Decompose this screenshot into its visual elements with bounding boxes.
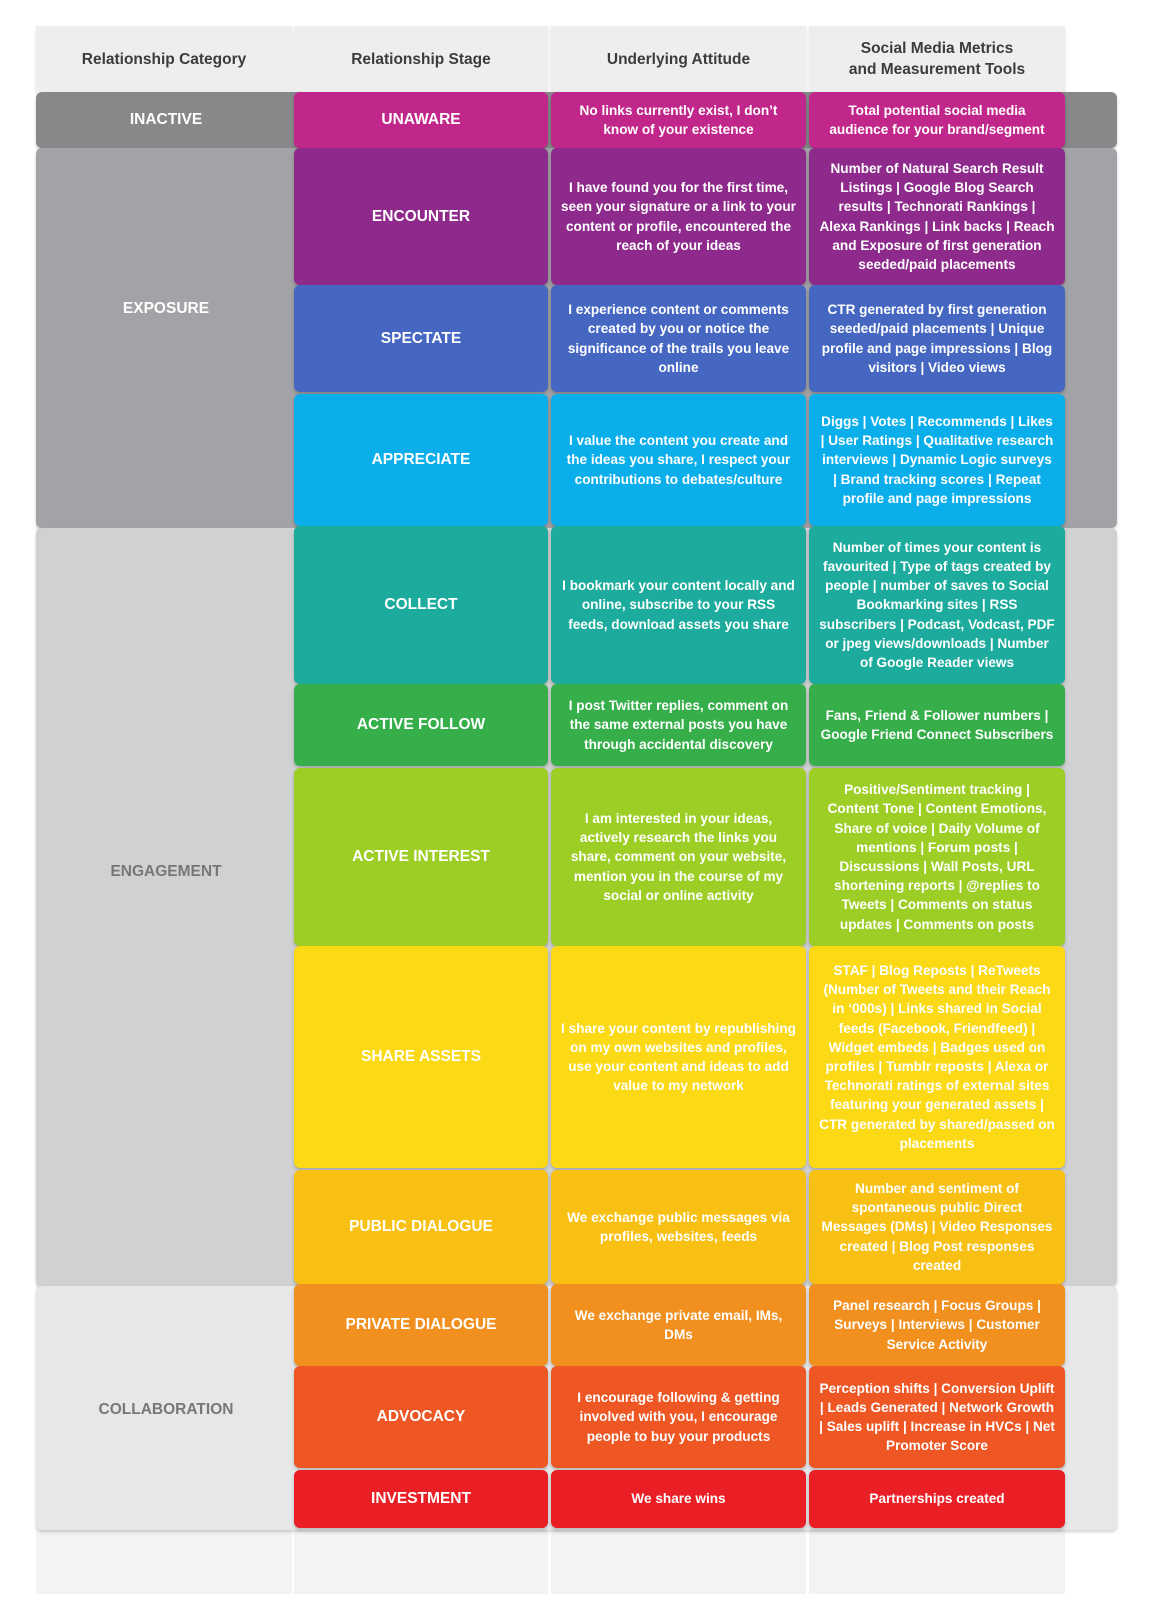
stage-cell: SHARE ASSETS bbox=[294, 946, 548, 1168]
stage-cell: INVESTMENT bbox=[294, 1470, 548, 1528]
attitude-cell: I am interested in your ideas, actively research the links you share, comment on your website, mention you in the course of my social or online activity bbox=[551, 768, 806, 946]
category-label-inactive: INACTIVE bbox=[129, 111, 203, 128]
attitude-cell: I post Twitter replies, comment on the same external posts you have through accidental discovery bbox=[551, 684, 806, 766]
stage-cell: PUBLIC DIALOGUE bbox=[294, 1170, 548, 1284]
metrics-cell: Fans, Friend & Follower numbers | Google Friend Connect Subscribers bbox=[809, 684, 1065, 766]
metrics-cell: Diggs | Votes | Recommends | Likes | User Ratings | Qualitative research interviews | Dynamic Logic surveys | Brand tracking scores | Repeat profile and page impressions bbox=[809, 394, 1065, 526]
metrics-cell: Number of times your content is favourited | Type of tags created by people | number of saves to Social Bookmarking sites | RSS subscribers | Podcast, Vodcast, PDF or jpeg views/downloads | Number of Google Reader views bbox=[809, 526, 1065, 684]
attitude-cell: No links currently exist, I don’t know of your existence bbox=[551, 92, 806, 148]
header-metrics-line1: Social Media Metrics bbox=[860, 40, 1014, 57]
stage-cell: APPRECIATE bbox=[294, 394, 548, 526]
attitude-cell: I value the content you create and the ideas you share, I respect your contributions to debates/culture bbox=[551, 394, 806, 526]
header-relationship-category: Relationship Category bbox=[36, 26, 292, 92]
stage-cell: UNAWARE bbox=[294, 92, 548, 148]
header-metrics-line2: and Measurement Tools bbox=[848, 61, 1026, 78]
header-relationship-stage: Relationship Stage bbox=[294, 26, 548, 92]
attitude-cell: I bookmark your content locally and online, subscribe to your RSS feeds, download assets you share bbox=[551, 526, 806, 684]
stage-cell: COLLECT bbox=[294, 526, 548, 684]
header-underlying-attitude: Underlying Attitude bbox=[551, 26, 806, 92]
attitude-cell: I experience content or comments created by you or notice the significance of the trails you leave online bbox=[551, 285, 806, 392]
stage-cell: ADVOCACY bbox=[294, 1366, 548, 1468]
stage-cell: ENCOUNTER bbox=[294, 148, 548, 285]
metrics-cell: CTR generated by first generation seeded/paid placements | Unique profile and page impressions | Blog visitors | Video views bbox=[809, 285, 1065, 392]
header-social-media-metrics bbox=[809, 26, 1065, 92]
metrics-cell: STAF | Blog Reposts | ReTweets (Number of Tweets and their Reach in ‘000s) | Links shared in Social feeds (Facebook, Friendfeed) | Widget embeds | Badges used on profiles | Tumblr reposts | Alexa or Technorati ratings of external sites featuring your generated assets | CTR generated by shared/passed on placements bbox=[809, 946, 1065, 1168]
metrics-cell: Number and sentiment of spontaneous public Direct Messages (DMs) | Video Responses created | Blog Post responses created bbox=[809, 1170, 1065, 1284]
metrics-cell: Partnerships created bbox=[809, 1470, 1065, 1528]
category-label-exposure: EXPOSURE bbox=[122, 300, 210, 317]
metrics-cell: Total potential social media audience for your brand/segment bbox=[809, 92, 1065, 148]
metrics-cell: Positive/Sentiment tracking | Content Tone | Content Emotions, Share of voice | Daily Volume of mentions | Forum posts | Discussions | Wall Posts, URL shortening reports | @replies to Tweets | Comments on status updates | Comments on posts bbox=[809, 768, 1065, 946]
attitude-cell: I encourage following & getting involved with you, I encourage people to buy your products bbox=[551, 1366, 806, 1468]
attitude-cell: We exchange private email, IMs, DMs bbox=[551, 1284, 806, 1366]
attitude-cell: I share your content by republishing on my own websites and profiles, use your content and ideas to add value to my network bbox=[551, 946, 806, 1168]
attitude-cell: I have found you for the first time, seen your signature or a link to your content or profile, encountered the reach of your ideas bbox=[551, 148, 806, 285]
stage-cell: ACTIVE INTEREST bbox=[294, 768, 548, 946]
attitude-cell: We share wins bbox=[551, 1470, 806, 1528]
stage-cell: SPECTATE bbox=[294, 285, 548, 392]
stage-cell: ACTIVE FOLLOW bbox=[294, 684, 548, 766]
metrics-cell: Perception shifts | Conversion Uplift | Leads Generated | Network Growth | Sales uplift | Increase in HVCs | Net Promoter Score bbox=[809, 1366, 1065, 1468]
metrics-cell: Panel research | Focus Groups | Surveys | Interviews | Customer Service Activity bbox=[809, 1284, 1065, 1366]
category-label-engagement: ENGAGEMENT bbox=[110, 863, 222, 880]
attitude-cell: We exchange public messages via profiles, websites, feeds bbox=[551, 1170, 806, 1284]
category-label-collaboration: COLLABORATION bbox=[98, 1401, 234, 1418]
stage-cell: PRIVATE DIALOGUE bbox=[294, 1284, 548, 1366]
metrics-cell: Number of Natural Search Result Listings | Google Blog Search results | Technorati Rankings | Alexa Rankings | Link backs | Reach and Exposure of first generation seeded/paid placements bbox=[809, 148, 1065, 285]
